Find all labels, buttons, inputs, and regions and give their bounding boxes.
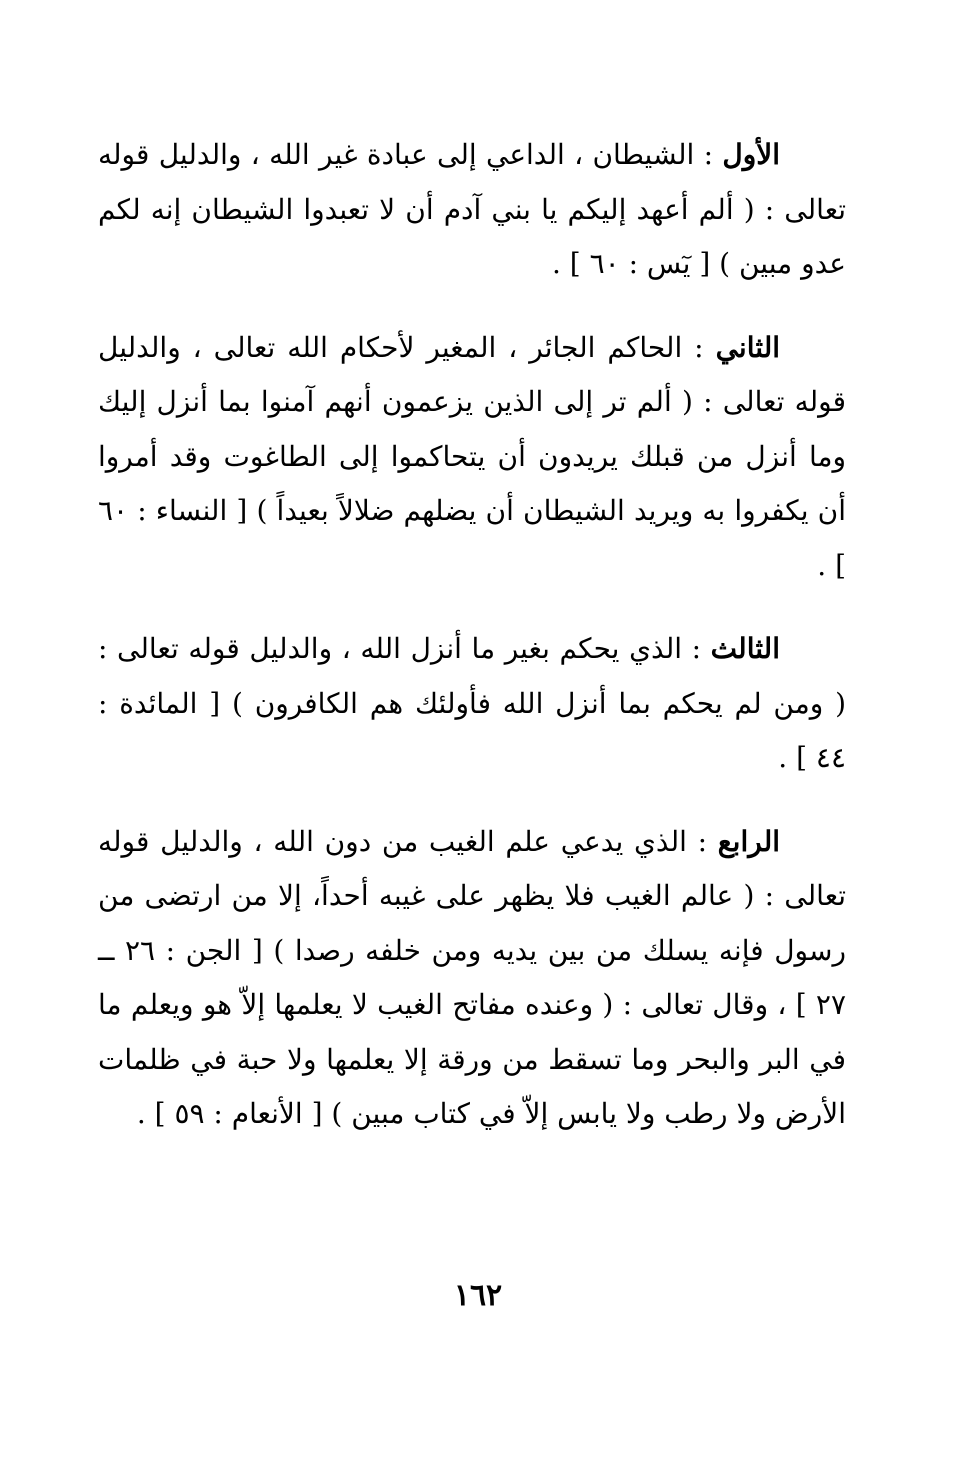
- page-number: ١٦٢: [453, 1278, 503, 1313]
- paragraph-lead: الثاني: [715, 330, 780, 364]
- paragraph-second: [98, 321, 846, 594]
- paragraph-text: : الحاكم الجائر ، المغير لأحكام الله تعالى ، والدليل قوله تعالى : ( ألم تر إلى الذين يزعمون أنهم آمنوا بما أنزل إليك وما أنزل من قبلك يريدون أن يتحاكموا إلى الطاغوت وقد أمروا أن يكفروا به ويريد الشيطان أن يضلهم ضلالاً بعيداً ) [ النساء : ٦٠ ] .: [98, 330, 846, 582]
- paragraph-lead: الثالث: [710, 632, 780, 665]
- paragraph-text: : الذي يحكم بغير ما أنزل الله ، والدليل قوله تعالى : ( ومن لم يحكم بما أنزل الله فأولئك هم الكافرون ) [ المائدة : ٤٤ ] .: [98, 632, 846, 774]
- page-body: [98, 128, 846, 1171]
- paragraph-third: [98, 622, 846, 786]
- paragraph-text: : الذي يدعي علم الغيب من دون الله ، والدليل قوله تعالى : ( عالم الغيب فلا يظهر على غيبه أحداً، إلا من ارتضى من رسول فإنه يسلك من بين يديه ومن خلفه رصدا ) [ الجن : ٢٦ ــ ٢٧ ] ، وقال تعالى : ( وعنده مفاتح الغيب لا يعلمها إلاّ هو ويعلم ما في البر والبحر وما تسقط من ورقة إلا يعلمها ولا حبة في ظلمات الأرض ولا رطب ولا يابس إلاّ في كتاب مبين ) [ الأنعام : ٥٩ ] .: [98, 824, 846, 1130]
- paragraph-text: : الشيطان ، الداعي إلى عبادة غير الله ، والدليل قوله تعالى : ( ألم أعهد إليكم يا بني آدم أن لا تعبدوا الشيطان إنه لكم عدو مبين ) [ يٓس : ٦٠ ] .: [98, 138, 846, 280]
- paragraph-fourth: [98, 815, 846, 1142]
- paragraph-lead: الرابع: [717, 824, 780, 858]
- paragraph-first: [98, 128, 846, 292]
- paragraph-lead: الأول: [722, 138, 780, 171]
